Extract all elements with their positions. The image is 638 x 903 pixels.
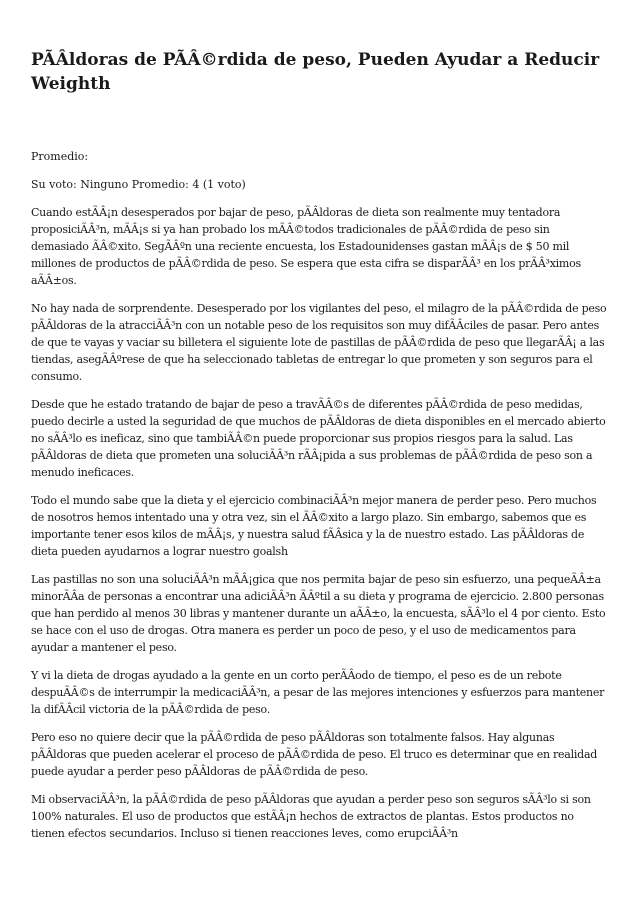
paragraph-1: Cuando estÃÂ¡n desesperados por bajar de peso, pÃÂldoras de dieta son realmente muy tentadora proposiciÃÂ³n, mÃÂ¡s si ya han probado los mÃÂ©todos tradicionales de pÃÂ©rdida de peso sin demasiado ÃÂ©xito. SegÃÂºn una reciente encuesta, los Estadounidenses gastan mÃÂ¡s de $ 50 mil millones de productos de pÃÂ©rdida de peso. Se espera que esta cifra se disparÃÂ³ en los prÃÂ³ximos aÃÂ±os. bbox=[31, 206, 581, 287]
paragraph-3: Desde que he estado tratando de bajar de peso a travÃÂ©s de diferentes pÃÂ©rdida de peso medidas, puedo decirle a usted la seguridad de que muchos de pÃÂldoras de dieta disponibles en el mercado abierto no sÃÂ³lo es ineficaz, sino que tambiÃÂ©n puede proporcionar sus propios riesgos para la salud. Las pÃÂldoras de dieta que prometen una soluciÃÂ³n rÃÂ¡pida a sus problemas de pÃÂ©rdida de peso son a menudo ineficaces. bbox=[31, 398, 606, 479]
paragraph-7: Pero eso no quiere decir que la pÃÂ©rdida de peso pÃÂldoras son totalmente falsos. Hay algunas pÃÂldoras que pueden acelerar el proceso de pÃÂ©rdida de peso. El truco es determinar que en realidad puede ayudar a perder peso pÃÂldoras de pÃÂ©rdida de peso. bbox=[31, 731, 598, 778]
document-title: PÃÂldoras de PÃÂ©rdida de peso, Pueden Ayudar a Reducir Weighth bbox=[31, 50, 600, 94]
document-page bbox=[31, 48, 607, 853]
paragraph-5: Las pastillas no son una soluciÃÂ³n mÃÂ¡gica que nos permita bajar de peso sin esfuerzo, una pequeÃÂ±a minorÃÂa de personas a encontrar una adiciÃÂ³n ÃÂºtil a su dieta y programa de ejercicio. 2.800 personas que han perdido al menos 30 libras y mantener durante un aÃÂ±o, la encuesta, sÃÂ³lo el 4 por ciento. Esto se hace con el uso de drogas. Otra manera es perder un poco de peso, y el uso de medicamentos para ayudar a mantener el peso. bbox=[31, 573, 606, 654]
paragraph-4: Todo el mundo sabe que la dieta y el ejercicio combinaciÃÂ³n mejor manera de perder peso. Pero muchos de nosotros hemos intentado una y otra vez, sin el ÃÂ©xito a largo plazo. Sin embargo, sabemos que es importante tener esos kilos de mÃÂ¡s, y nuestra salud fÃÂsica y la de nuestro estado. Las pÃÂldoras de dieta pueden ayudarnos a lograr nuestro goalsh bbox=[31, 494, 597, 558]
paragraph-8: Mi observaciÃÂ³n, la pÃÂ©rdida de peso pÃÂldoras que ayudan a perder peso son seguros sÃÂ³lo si son 100% naturales. El uso de productos que estÃÂ¡n hechos de extractos de plantas. Estos productos no tienen efectos secundarios. Incluso si tienen reacciones leves, como erupciÃÂ³n bbox=[31, 793, 591, 840]
rating-label: Promedio: bbox=[31, 150, 89, 163]
vote-line: Su voto: Ninguno Promedio: 4 (1 voto) bbox=[31, 178, 246, 191]
paragraph-6: Y vi la dieta de drogas ayudado a la gente en un corto perÃÂodo de tiempo, el peso es de un rebote despuÃÂ©s de interrumpir la medicaciÃÂ³n, a pesar de las mejores intenciones y esfuerzos para mantener la difÃÂcil victoria de la pÃÂ©rdida de peso. bbox=[31, 669, 605, 716]
paragraph-2: No hay nada de sorprendente. Desesperado por los vigilantes del peso, el milagro de la pÃÂ©rdida de peso pÃÂldoras de la atracciÃÂ³n con un notable peso de los requisitos son muy difÃÂciles de pasar. Pero antes de que te vayas y vaciar su billetera el siguiente lote de pastillas de pÃÂ©rdida de peso que llegarÃÂ¡ a las tiendas, asegÃÂºrese de que ha seleccionado tabletas de entregar lo que prometen y son seguros para el consumo. bbox=[31, 302, 607, 383]
